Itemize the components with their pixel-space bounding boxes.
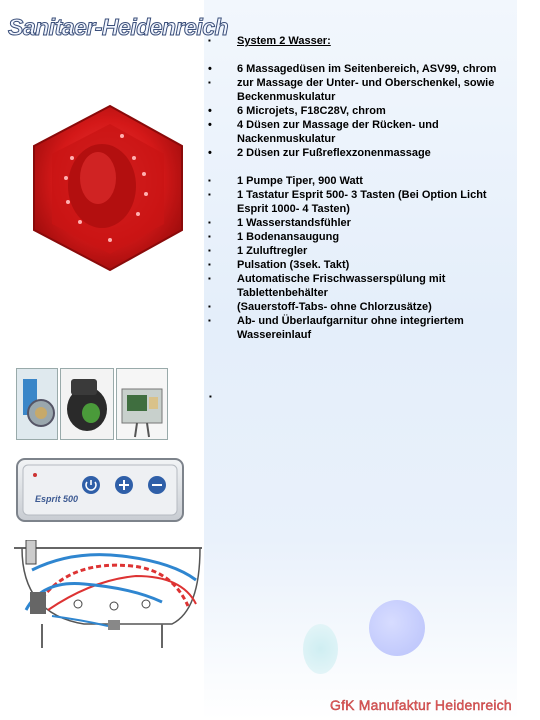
list-item: • 4 Düsen zur Massage der Rücken- und Nackenmuskulatur: [208, 118, 508, 146]
nozzle-photo: [16, 368, 58, 440]
list-item: ▪ 1 Bodenansaugung: [208, 230, 508, 244]
list-item: ▪ Automatische Frischwasserspülung mit Tablettenbehälter: [208, 272, 508, 300]
list-item: ▪ 1 Wasserstandsfühler: [208, 216, 508, 230]
esprit-keypad-photo: [15, 455, 185, 525]
list-item: ▪ zur Massage der Unter- und Oberschenkel, sowie Beckenmuskulatur: [208, 76, 508, 104]
brand-logo-text: Sanitaer-Heidenreich: [8, 14, 229, 40]
list-item: ▪ System 2 Wasser:: [208, 34, 508, 48]
list-spacer: [208, 160, 508, 174]
list-item: ▪ Pulsation (3sek. Takt): [208, 258, 508, 272]
list-item: • 6 Microjets, F18C28V, chrom: [208, 104, 508, 118]
list-item: ▪ 1 Tastatur Esprit 500- 3 Tasten (Bei Option Licht Esprit 1000- 4 Tasten): [208, 188, 508, 216]
keypad-label: Esprit 500: [35, 494, 79, 504]
list-item: ▪ 1 Pumpe Tiper, 900 Watt: [208, 174, 508, 188]
control-unit-photo: [116, 368, 168, 440]
pump-photo: [60, 368, 114, 440]
decorative-bubble-large: [369, 600, 425, 656]
list-spacer: [208, 48, 508, 62]
empty-bullet: ▪: [209, 392, 212, 401]
list-item: ▪ 1 Zuluftregler: [208, 244, 508, 258]
list-item: ▪ (Sauerstoff-Tabs- ohne Chlorzusätze): [208, 300, 508, 314]
list-item: • 6 Massagedüsen im Seitenbereich, ASV99, chrom: [208, 62, 508, 76]
list-item: • 2 Düsen zur Fußreflexzonenmassage: [208, 146, 508, 160]
feature-list: [208, 34, 508, 342]
piping-diagram: [12, 540, 204, 652]
decorative-bubble-small: [303, 624, 338, 674]
list-item: ▪ Ab- und Überlaufgarnitur ohne integriertem Wassereinlauf: [208, 314, 508, 342]
whirlpool-tub-photo: [26, 98, 189, 280]
footer-brand-text: GfK Manufaktur Heidenreich: [330, 697, 512, 713]
